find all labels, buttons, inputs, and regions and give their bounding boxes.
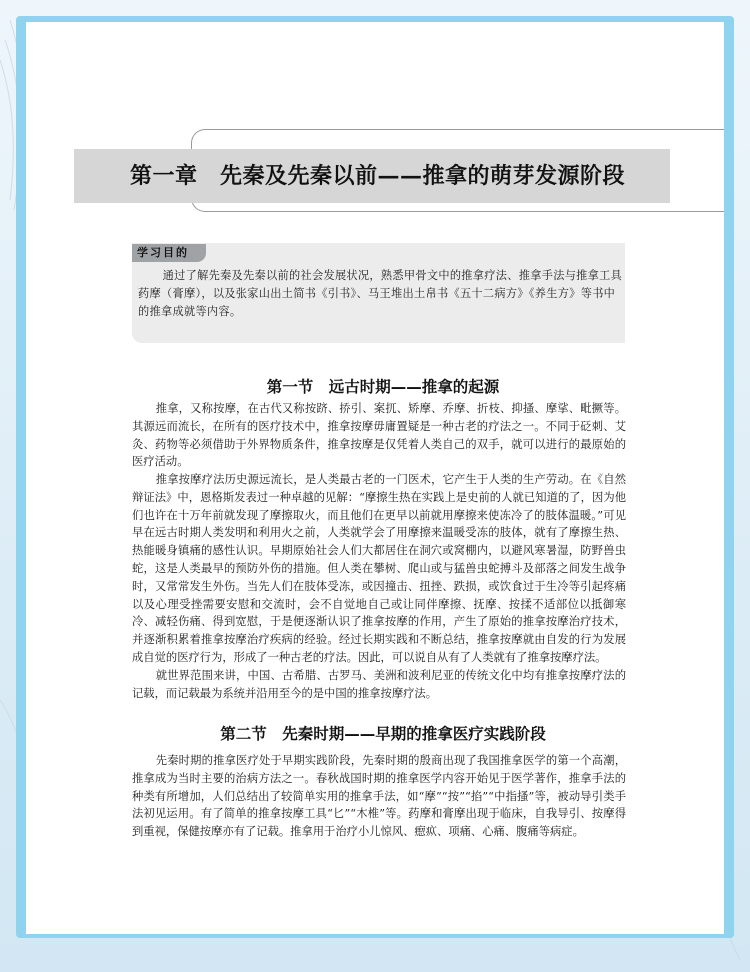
- book-page-frame: [16, 16, 734, 938]
- learning-objectives-label: 学习目的: [132, 244, 206, 262]
- section-2-paragraph: 先秦时期的推拿医疗处于早期实践阶段，先秦时期的殷商出现了我国推拿医学的第一个高潮，推拿成为当时主要的治病方法之一。春秋战国时期的推拿医学内容开始见于医学著作，推拿手法的种类有所增加，人们总结出了较简单实用的推拿手法，如“摩”“按”“掐”“中指搔”等，被动导引类手法初见运用。有了简单的推拿按摩工具“匕”“木椎”等。药摩和膏摩出现于临床，自我导引、按摩得到重视，保健按摩亦有了记载。推拿用于治疗小儿惊风、瘛疭、项痛、心痛、腹痛等病症。: [132, 754, 626, 839]
- section-1-title: 第一节 远古时期——推拿的起源: [266, 378, 500, 396]
- book-page: [26, 22, 724, 934]
- section-1-paragraph: 推拿按摩疗法历史源远流长，是人类最古老的一门医术，它产生于人类的生产劳动。在《自然辩证法》中，恩格斯发表过一种卓越的见解：“摩擦生热在实践上是史前的人就已知道的了，因为他们也许在十万年前就发现了摩擦取火，而且他们在更早以前就用摩擦来使冻冷了的肢体温暖。”可见早在远古时期人类发明和利用火之前，人类就学会了用摩擦来温暖受冻的肢体，就有了摩擦生热、热能暖身镇痛的感性认识。早期原始社会人们大都居住在洞穴或窝棚内，以避风寒暑湿，防野兽虫蛇，这是人类最早的预防外伤的措施。但人类在攀树、爬山或与猛兽虫蛇搏斗及部落之间发生战争时，又常常发生外伤。当先人们在肢体受冻，或因撞击、扭挫、跌损，或饮食过于生冷等引起疼痛以及心理受挫需要安慰和交流时，会不自觉地自己或让同伴摩擦、抚摩、按揉不适部位以抵御寒冷、减轻伤痛、得到宽慰，于是便逐渐认识了推拿按摩的作用，产生了原始的推拿按摩治疗技术，并逐渐积累着推拿按摩治疗疾病的经验。经过长期实践和不断总结，推拿按摩就由自发的行为发展成自觉的医疗行为，形成了一种古老的疗法。因此，可以说自从有了人类就有了推拿按摩疗法。: [132, 473, 626, 664]
- learning-objectives-text: 通过了解先秦及先秦以前的社会发展状况，熟悉甲骨文中的推拿疗法、推拿手法与推拿工具药摩（膏摩），以及张家山出土简书《引书》、马王堆出土帛书《五十二病方》《养生方》等书中的推拿成就等内容。: [138, 269, 623, 318]
- section-2-title: 第二节 先秦时期——早期的推拿医疗实践阶段: [220, 725, 546, 743]
- chapter-title: 第一章 先秦及先秦以前——推拿的萌芽发源阶段: [130, 163, 626, 189]
- section-1-paragraph: 推拿，又称按摩，在古代又称按跻、挢引、案扤、矫摩、乔摩、折枝、抑搔、摩挲、毗撅等。其源远而流长，在所有的医疗技术中，推拿按摩毋庸置疑是一种古老的疗法之一。不同于砭刺、艾灸、药物等必须借助于外界物质条件，推拿按摩是仅凭着人类自己的双手，就可以进行的最原始的医疗活动。: [132, 402, 626, 469]
- section-1-paragraph: 就世界范围来讲，中国、古希腊、古罗马、美洲和波利尼亚的传统文化中均有推拿按摩疗法的记载，而记载最为系统并沿用至今的是中国的推拿按摩疗法。: [132, 669, 626, 700]
